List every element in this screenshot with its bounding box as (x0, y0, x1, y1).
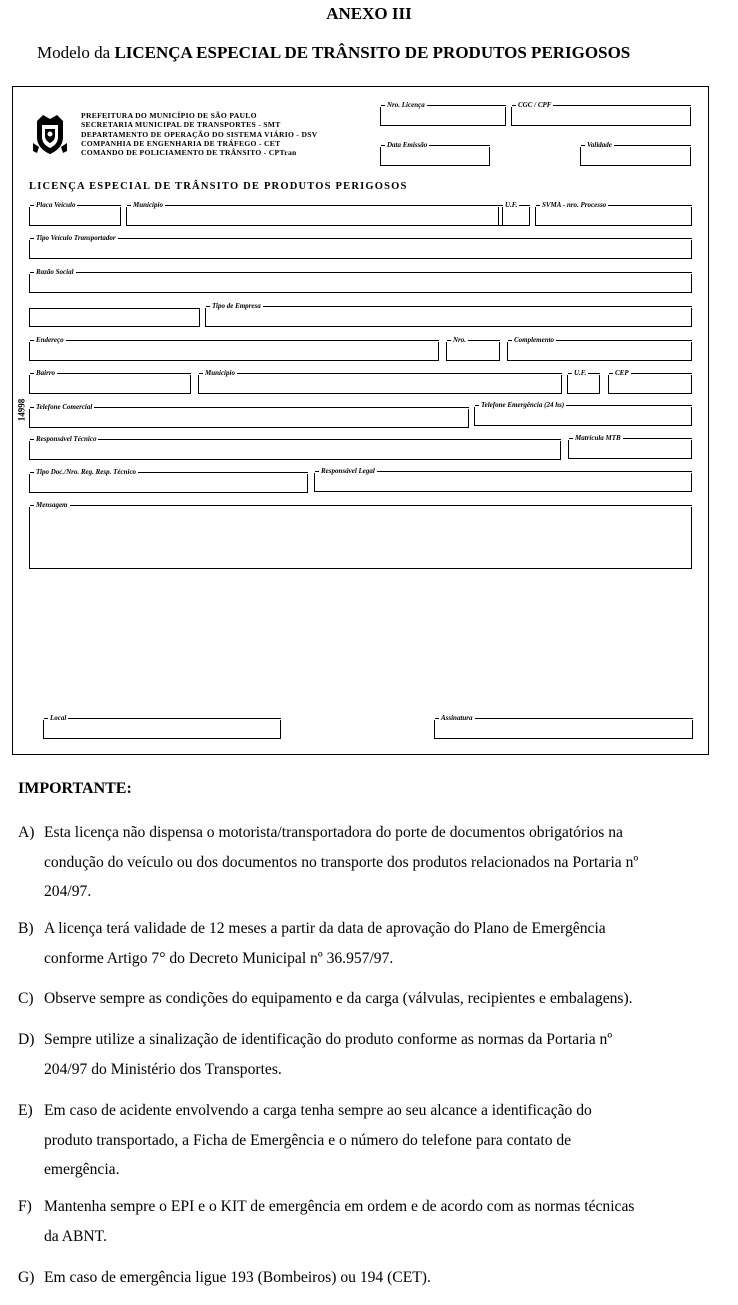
technical-document-field[interactable] (29, 468, 308, 493)
note-text (44, 984, 718, 1014)
note-item (18, 1192, 718, 1251)
zip-code-field[interactable] (608, 369, 692, 394)
note-line: Observe sempre as condições do equipamento e da carga (válvulas, recipientes e embalagens). (44, 990, 633, 1007)
license-form (12, 86, 709, 755)
company-name-field[interactable] (29, 268, 692, 293)
note-line: Em caso de acidente envolvendo a carga tenha sempre ao seu alcance a identificação do (44, 1102, 592, 1119)
field-label: Responsável Legal (321, 467, 375, 475)
note-line: Mantenha sempre o EPI e o KIT de emergência em ordem e de acordo com as normas técnicas (44, 1198, 635, 1215)
field-label: CGC / CPF (518, 101, 552, 109)
message-field[interactable] (29, 501, 692, 569)
mtb-registration-field[interactable] (568, 434, 692, 459)
cgc-cpf-field[interactable] (511, 101, 691, 126)
field-label: Telefone Emergência (24 hs) (481, 401, 565, 409)
location-field[interactable] (43, 714, 281, 739)
note-letter: D) (18, 1031, 35, 1048)
note-text (44, 1025, 718, 1084)
field-label: Data Emissão (387, 141, 428, 149)
company-type-field[interactable] (205, 302, 692, 327)
subtitle-prefix: Modelo da (37, 43, 115, 62)
note-line: 204/97. (44, 883, 92, 900)
license-number-field[interactable] (380, 101, 506, 126)
note-line: produto transportado, a Ficha de Emergência e o número do telefone para contato de (44, 1131, 572, 1149)
authority-line: COMPANHIA DE ENGENHARIA DE TRÁFEGO - CET (81, 138, 281, 148)
emergency-phone-field[interactable] (474, 401, 692, 426)
vehicle-plate-field[interactable] (29, 201, 121, 226)
municipality-2-field[interactable] (198, 369, 562, 394)
field-label: Tipo Veículo Transportador (36, 234, 116, 242)
field-label: Município (205, 369, 235, 377)
field-label: SVMA - nro. Processo (542, 201, 607, 209)
issuing-authorities (81, 111, 318, 157)
field-label: Tipo de Empresa (212, 302, 261, 310)
note-line: emergência. (44, 1161, 120, 1178)
note-item (18, 1096, 718, 1185)
blank-field[interactable] (29, 308, 200, 327)
note-letter: F) (18, 1198, 32, 1215)
note-line: Esta licença não dispensa o motorista/transportadora do porte de documentos obrigatórios na (44, 824, 623, 841)
note-line: A licença terá validade de 12 meses a partir da data de aprovação do Plano de Emergência (44, 920, 606, 937)
note-item (18, 984, 718, 1014)
field-label: CEP (615, 369, 629, 377)
authority-line: DEPARTAMENTO DE OPERAÇÃO DO SISTEMA VIÁRIO - DSV (81, 129, 318, 139)
field-label: Assinatura (441, 714, 473, 722)
field-label: Mensagem (36, 501, 68, 509)
field-label: Endereço (36, 336, 64, 344)
note-letter: A) (18, 824, 35, 841)
important-heading: IMPORTANTE: (18, 780, 132, 797)
field-label: Nro. Licença (387, 101, 425, 109)
authority-line: SECRETARIA MUNICIPAL DE TRANSPORTES - SMT (81, 120, 281, 130)
field-label: Matrícula MTB (575, 434, 621, 442)
field-label: Nro. (453, 336, 467, 344)
note-line: da ABNT. (44, 1227, 107, 1245)
note-item (18, 1025, 718, 1084)
field-label: Telefone Comercial (36, 403, 93, 411)
state-field[interactable] (498, 201, 530, 226)
technical-manager-field[interactable] (29, 435, 561, 460)
note-letter: E) (18, 1102, 33, 1119)
document-subtitle (37, 43, 630, 63)
field-label: Município (133, 201, 163, 209)
form-heading: LICENÇA ESPECIAL DE TRÂNSITO DE PRODUTOS PERIGOSOS (29, 181, 408, 192)
note-text (44, 914, 718, 973)
note-letter: C) (18, 990, 34, 1007)
field-label: U.F. (574, 369, 587, 377)
municipality-field[interactable] (126, 201, 503, 226)
note-text (44, 1263, 718, 1293)
field-label: Tipo Doc./Nro. Reg. Resp. Técnico (36, 468, 137, 476)
note-text (44, 818, 718, 907)
address-field[interactable] (29, 336, 439, 361)
business-phone-field[interactable] (29, 403, 469, 428)
district-field[interactable] (29, 369, 191, 394)
address-number-field[interactable] (446, 336, 500, 361)
note-item (18, 914, 718, 973)
note-item (18, 1263, 718, 1293)
note-line: conforme Artigo 7° do Decreto Municipal nº 36.957/97. (44, 949, 394, 967)
authority-line: PREFEITURA DO MUNICÍPIO DE SÃO PAULO (81, 111, 257, 120)
field-label: Responsável Técnico (36, 435, 97, 443)
field-label: Placa Veículo (36, 201, 76, 209)
field-label: U.F. (505, 201, 518, 209)
field-label: Razão Social (36, 268, 74, 276)
note-text (44, 1192, 718, 1251)
validity-field[interactable] (580, 141, 691, 166)
field-label: Local (50, 714, 67, 722)
field-label: Bairro (36, 369, 56, 377)
note-line: Sempre utilize a sinalização de identificação do produto conforme as normas da Portaria nº (44, 1031, 613, 1048)
issue-date-field[interactable] (380, 141, 490, 166)
city-coat-of-arms-icon (33, 113, 67, 155)
authority-line: COMANDO DE POLICIAMENTO DE TRÂNSITO - CPTran (81, 148, 297, 158)
note-letter: B) (18, 920, 34, 937)
complement-field[interactable] (507, 336, 692, 361)
note-text (44, 1096, 718, 1185)
note-line: condução do veículo ou dos documentos no transporte dos produtos relacionados na Portaria nº (44, 853, 639, 871)
note-line: 204/97 do Ministério dos Transportes. (44, 1060, 282, 1078)
note-item (18, 818, 718, 907)
subtitle-emphasis: LICENÇA ESPECIAL DE TRÂNSITO DE PRODUTOS PERIGOSOS (114, 43, 631, 62)
form-code: 14998 (16, 398, 27, 422)
vehicle-type-field[interactable] (29, 234, 692, 259)
note-line: Em caso de emergência ligue 193 (Bombeiros) ou 194 (CET). (44, 1269, 431, 1286)
state-2-field[interactable] (567, 369, 600, 394)
annex-title: ANEXO III (326, 4, 412, 23)
legal-representative-field[interactable] (314, 467, 692, 492)
note-letter: G) (18, 1269, 35, 1286)
svma-process-field[interactable] (535, 201, 692, 226)
field-label: Complemento (514, 336, 555, 344)
signature-field[interactable] (434, 714, 693, 739)
field-label: Validade (587, 141, 612, 149)
